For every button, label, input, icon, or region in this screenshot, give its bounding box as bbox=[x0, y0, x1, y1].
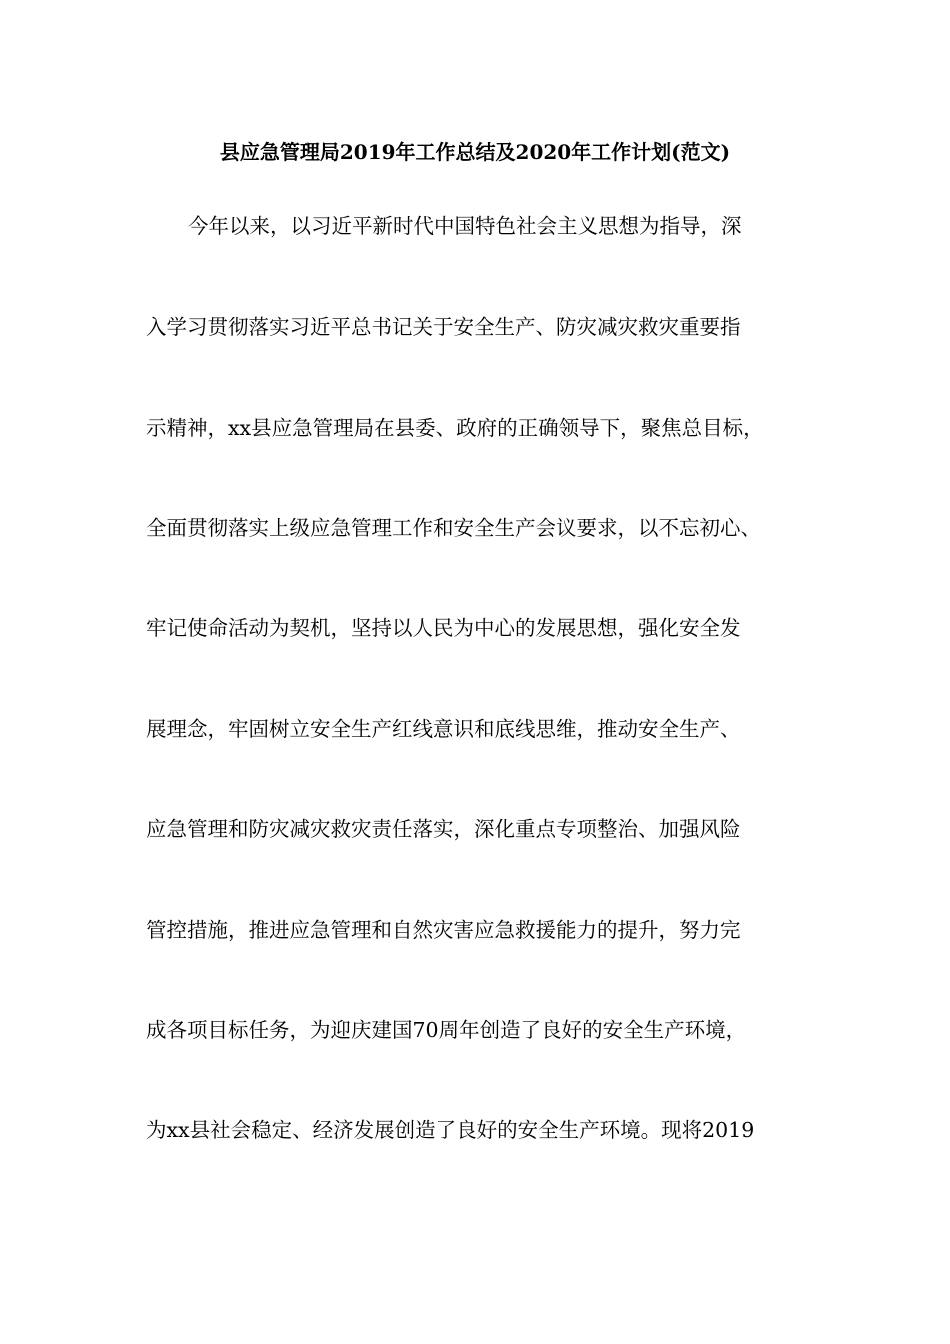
paragraph-line: 示精神，xx县应急管理局在县委、政府的正确领导下，聚焦总目标， bbox=[146, 416, 764, 440]
paragraph-line: 成各项目标任务，为迎庆建国70周年创造了良好的安全生产环境， bbox=[146, 1018, 747, 1042]
paragraph-line: 入学习贯彻落实习近平总书记关于安全生产、防灾减灾救灾重要指 bbox=[146, 315, 741, 339]
paragraph-line: 全面贯彻落实上级应急管理工作和安全生产会议要求，以不忘初心、 bbox=[146, 516, 761, 540]
paragraph-line: 为xx县社会稳定、经济发展创造了良好的安全生产环境。现将2019 bbox=[146, 1118, 755, 1142]
paragraph-line: 管控措施，推进应急管理和自然灾害应急救援能力的提升，努力完 bbox=[146, 918, 741, 942]
document-title: 县应急管理局2019年工作总结及2020年工作计划(范文) bbox=[219, 140, 731, 164]
paragraph-line: 牢记使命活动为契机，坚持以人民为中心的发展思想，强化安全发 bbox=[146, 616, 741, 640]
paragraph-line: 展理念，牢固树立安全生产红线意识和底线思维，推动安全生产、 bbox=[146, 717, 741, 741]
paragraph-line: 今年以来，以习近平新时代中国特色社会主义思想为指导，深 bbox=[188, 214, 742, 238]
paragraph-line: 应急管理和防灾减灾救灾责任落实，深化重点专项整治、加强风险 bbox=[146, 817, 741, 841]
